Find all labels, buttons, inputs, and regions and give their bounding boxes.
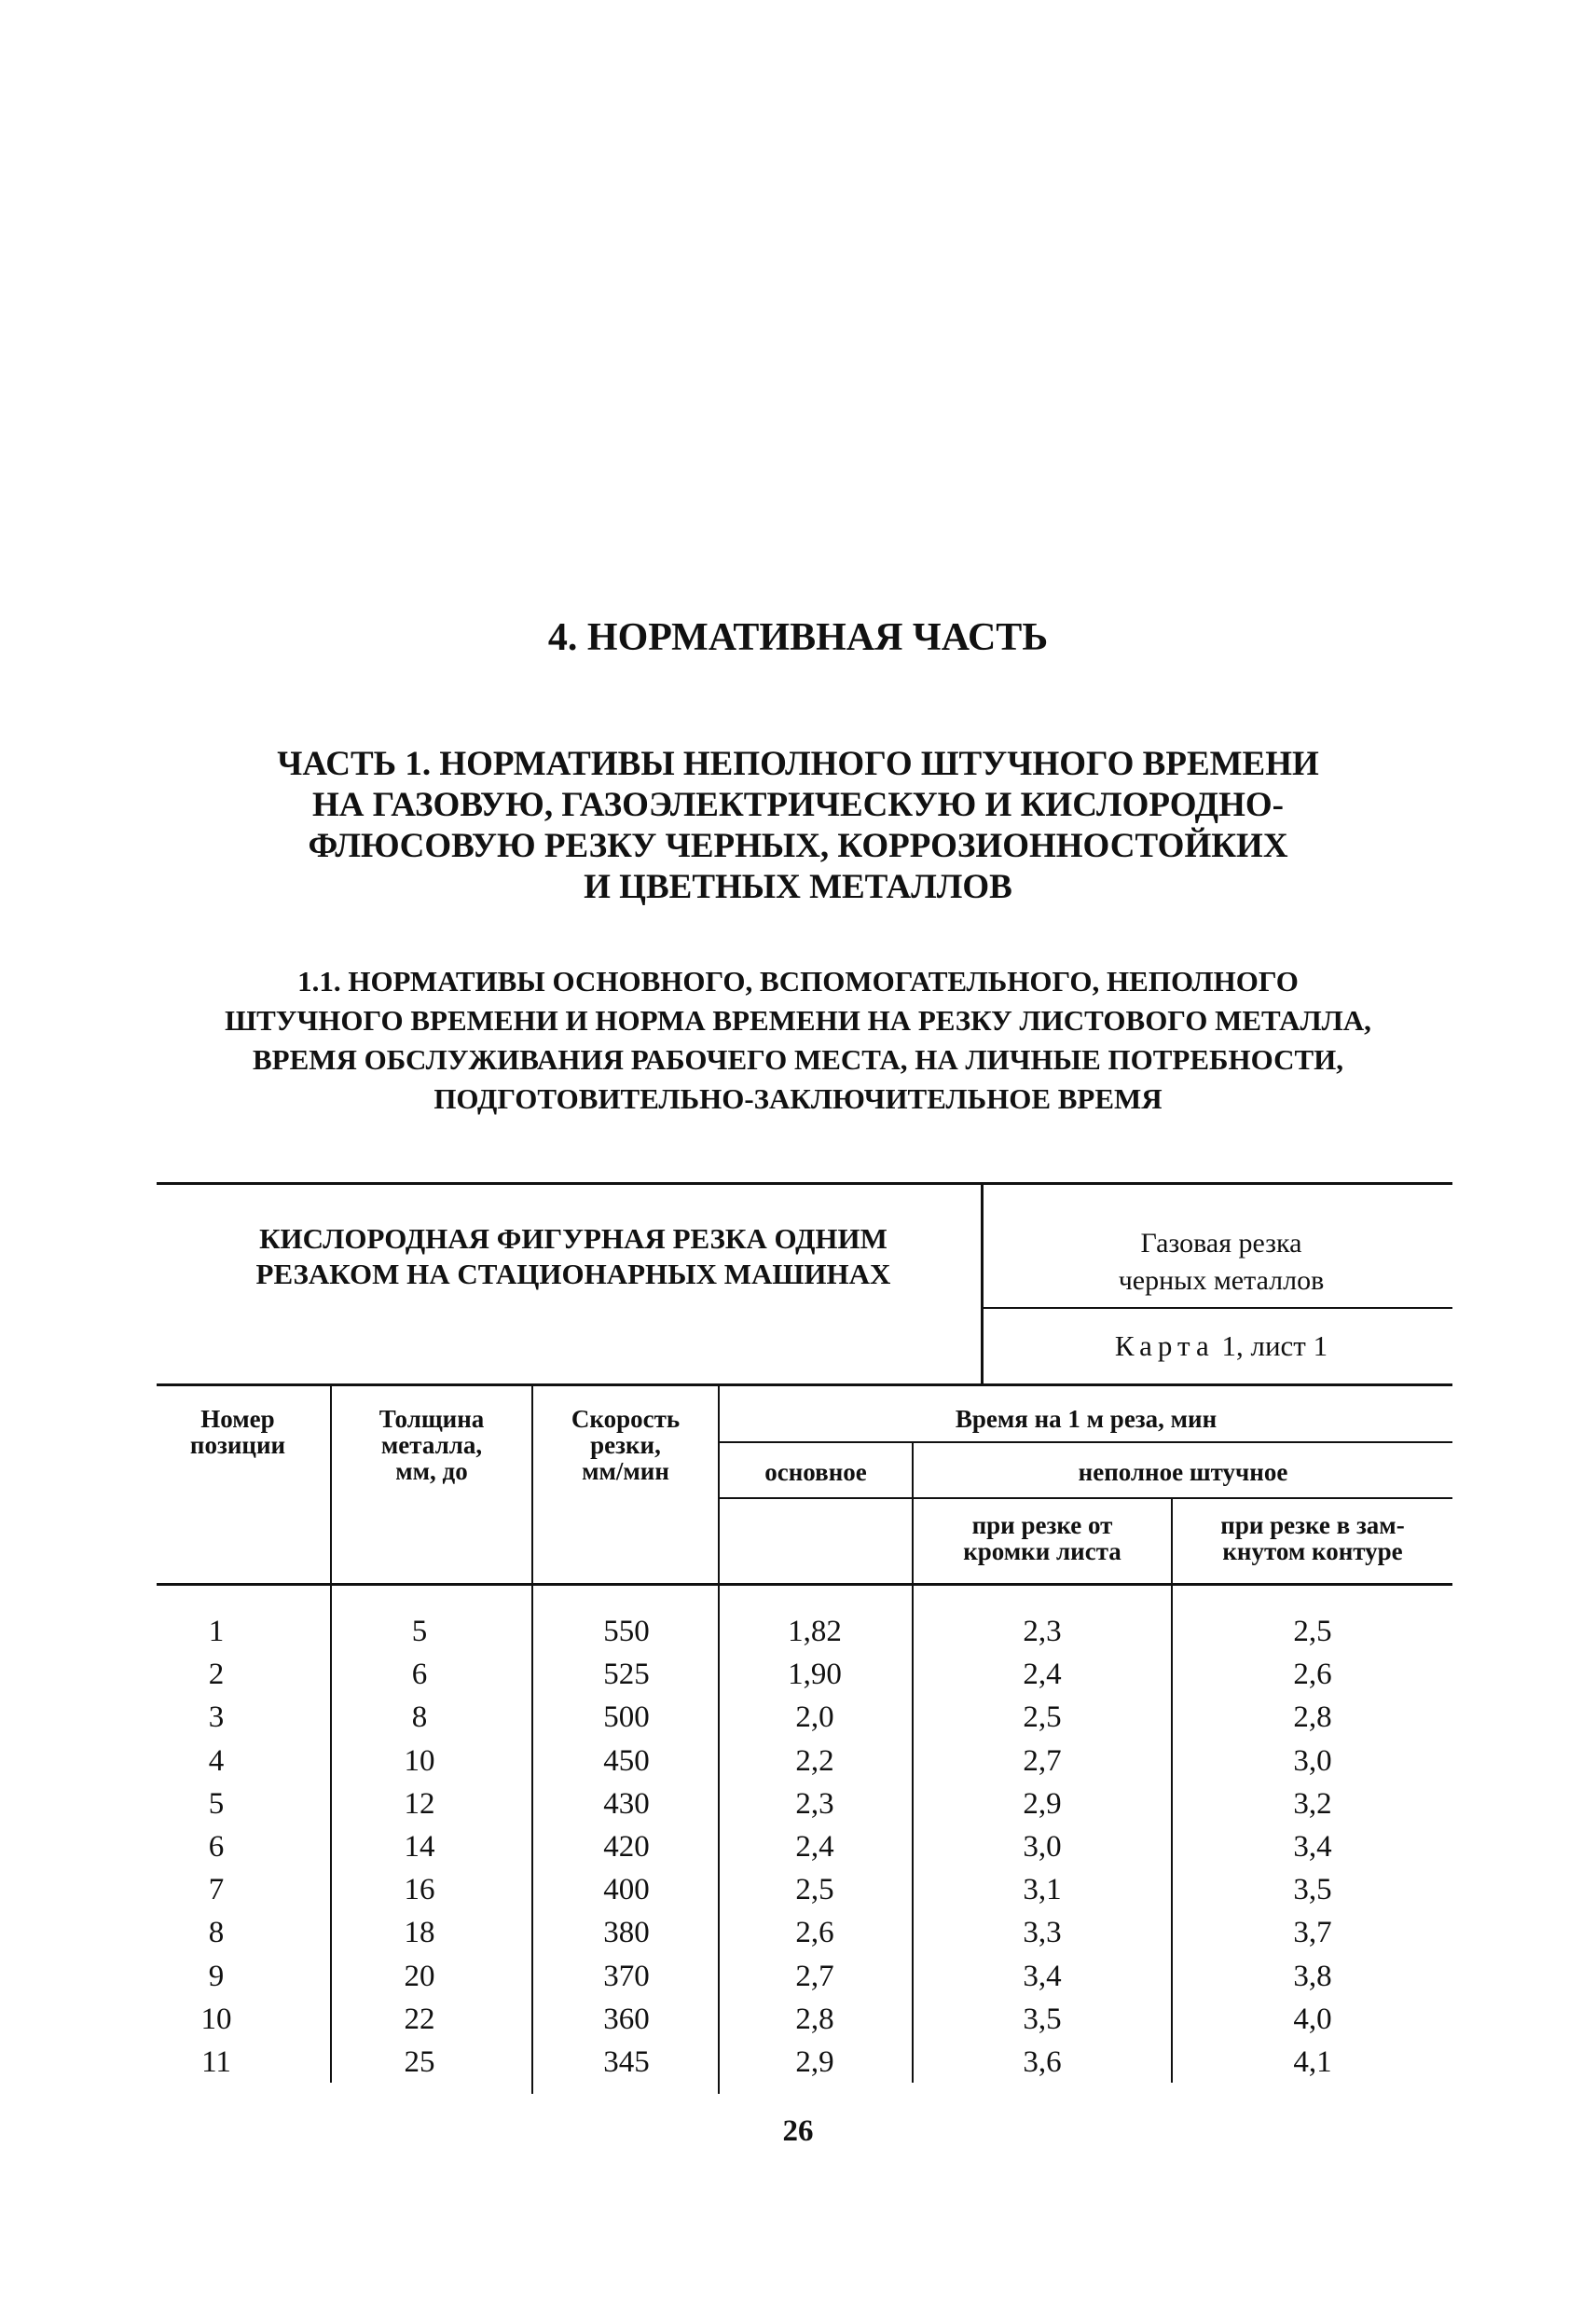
table-cell: 500	[603, 1700, 650, 1735]
table-cell: 3,4	[1023, 1959, 1062, 1993]
table-cell: 1	[208, 1615, 225, 1648]
table-cell: 2,4	[795, 1830, 834, 1864]
col-divider-5	[1171, 1499, 1173, 2083]
part-title-line: И ЦВЕТНЫХ МЕТАЛЛОВ	[584, 868, 1012, 906]
part-title	[0, 744, 1596, 908]
table-cell: 2,6	[795, 1916, 834, 1950]
header-edge	[914, 1512, 1171, 1564]
card-sheet-label	[984, 1329, 1459, 1363]
table-cell: 2,4	[1023, 1658, 1062, 1692]
header-line: Скорость	[571, 1405, 681, 1433]
table-cell: 2,0	[795, 1700, 834, 1735]
col-divider-3	[718, 1385, 720, 2094]
card-top-rule	[157, 1182, 1452, 1185]
header-basic: основное	[764, 1458, 867, 1486]
table-cell: 1,90	[788, 1658, 842, 1692]
card-type	[984, 1225, 1459, 1300]
header-line: мм, до	[395, 1457, 468, 1485]
table-cell: 430	[603, 1786, 650, 1821]
table-cell: 25	[404, 2045, 435, 2079]
card-title-line: КИСЛОРОДНАЯ ФИГУРНАЯ РЕЗКА ОДНИМ	[259, 1222, 887, 1255]
table-cell: 1,82	[788, 1615, 842, 1648]
subsection-title	[0, 962, 1596, 1119]
table-cell: 2,8	[1293, 1700, 1332, 1735]
part-title-line: ЧАСТЬ 1. НОРМАТИВЫ НЕПОЛНОГО ШТУЧНОГО ВРЕМЕНИ	[277, 745, 1319, 783]
subsection-title-line: ШТУЧНОГО ВРЕМЕНИ И НОРМА ВРЕМЕНИ НА РЕЗКУ ЛИСТОВОГО МЕТАЛЛА,	[225, 1004, 1371, 1037]
table-cell: 3,1	[1023, 1873, 1062, 1907]
table-top-rule	[157, 1383, 1452, 1386]
card-sheet-number: 1, лист 1	[1214, 1329, 1328, 1362]
col-divider-1	[330, 1385, 332, 2083]
header-rule-basic	[718, 1497, 1452, 1499]
table-cell: 16	[404, 1873, 435, 1907]
table-cell: 3	[208, 1700, 225, 1735]
header-partial-group: неполное штучное	[1078, 1458, 1288, 1486]
table-cell: 2,5	[1293, 1615, 1332, 1648]
card-word: Карта	[1114, 1329, 1215, 1362]
table-cell: 400	[603, 1873, 650, 1907]
part-title-line: НА ГАЗОВУЮ, ГАЗОЭЛЕКТРИЧЕСКУЮ И КИСЛОРОДНО-	[311, 786, 1285, 824]
header-line: металла,	[380, 1431, 483, 1459]
subsection-title-line: 1.1. НОРМАТИВЫ ОСНОВНОГО, ВСПОМОГАТЕЛЬНОГО, НЕПОЛНОГО	[297, 965, 1299, 998]
table-cell: 3,6	[1023, 2045, 1062, 2079]
header-thickness	[332, 1406, 531, 1484]
table-cell: 5	[208, 1786, 225, 1821]
header-line: Номер	[200, 1405, 275, 1433]
table-cell: 11	[201, 2045, 231, 2079]
table-cell: 3,8	[1293, 1959, 1332, 1993]
table-cell: 3,5	[1293, 1873, 1332, 1907]
part-title-line: ФЛЮСОВУЮ РЕЗКУ ЧЕРНЫХ, КОРРОЗИОННОСТОЙКИХ	[308, 827, 1288, 865]
table-cell: 12	[404, 1786, 435, 1821]
table-cell: 2,5	[1023, 1700, 1062, 1735]
header-line: при резке от	[971, 1511, 1113, 1539]
table-cell: 3,3	[1023, 1916, 1062, 1950]
table-cell: 525	[603, 1658, 650, 1692]
table-cell: 20	[404, 1959, 435, 1993]
table-cell: 8	[411, 1700, 428, 1735]
header-position	[149, 1406, 326, 1458]
card-sheet-rule	[981, 1307, 1452, 1309]
card-type-line: черных металлов	[1118, 1265, 1325, 1296]
header-closed	[1173, 1512, 1452, 1564]
table-cell: 2,2	[795, 1743, 834, 1778]
table-cell: 2,9	[795, 2045, 834, 2079]
table-cell: 7	[208, 1873, 225, 1907]
table-cell: 22	[404, 2002, 435, 2036]
card-title	[158, 1221, 988, 1292]
table-cell: 2,7	[1023, 1743, 1062, 1778]
table-cell: 2,3	[1023, 1615, 1062, 1648]
subsection-title-line: ПОДГОТОВИТЕЛЬНО-ЗАКЛЮЧИТЕЛЬНОЕ ВРЕМЯ	[433, 1082, 1163, 1115]
table-cell: 8	[208, 1916, 225, 1950]
header-line: резки,	[590, 1431, 661, 1459]
header-line: мм/мин	[582, 1457, 669, 1485]
table-cell: 360	[603, 2002, 650, 2036]
table-cell: 2,6	[1293, 1658, 1332, 1692]
table-cell: 2,8	[795, 2002, 834, 2036]
table-cell: 10	[200, 2002, 232, 2036]
table-cell: 450	[603, 1743, 650, 1778]
table-cell: 3,5	[1023, 2002, 1062, 2036]
table-cell: 3,0	[1023, 1830, 1062, 1864]
table-cell: 4	[208, 1743, 225, 1778]
table-cell: 2	[208, 1658, 225, 1692]
table-cell: 2,7	[795, 1959, 834, 1993]
header-line: кнутом контуре	[1222, 1537, 1403, 1565]
table-cell: 2,9	[1023, 1786, 1062, 1821]
header-bottom-rule	[157, 1583, 1452, 1586]
table-cell: 5	[411, 1615, 428, 1648]
table-cell: 2,3	[795, 1786, 834, 1821]
card-title-line: РЕЗАКОМ НА СТАЦИОНАРНЫХ МАШИНАХ	[255, 1258, 891, 1290]
table-cell: 420	[603, 1830, 650, 1864]
table-cell: 380	[603, 1916, 650, 1950]
header-line: при резке в зам-	[1220, 1511, 1405, 1539]
card-type-line: Газовая резка	[1140, 1228, 1302, 1259]
table-cell: 14	[404, 1830, 435, 1864]
header-line: Толщина	[378, 1405, 485, 1433]
table-cell: 4,1	[1293, 2045, 1332, 2079]
header-speed	[533, 1406, 718, 1484]
header-line: позиции	[189, 1431, 286, 1459]
table-cell: 3,0	[1293, 1743, 1332, 1778]
table-cell: 3,2	[1293, 1786, 1332, 1821]
page-number: 26	[782, 2114, 814, 2148]
section-title: 4. НОРМАТИВНАЯ ЧАСТЬ	[547, 616, 1049, 659]
table-cell: 345	[603, 2045, 650, 2079]
table-cell: 3,7	[1293, 1916, 1332, 1950]
table-cell: 6	[208, 1830, 225, 1864]
table-cell: 9	[208, 1959, 225, 1993]
table-cell: 4,0	[1293, 2002, 1332, 2036]
table-cell: 18	[404, 1916, 435, 1950]
table-cell: 10	[404, 1743, 435, 1778]
table-cell: 3,4	[1293, 1830, 1332, 1864]
table-cell: 370	[603, 1959, 650, 1993]
col-divider-2	[531, 1385, 533, 2094]
header-line: кромки листа	[963, 1537, 1121, 1565]
table-cell: 6	[411, 1658, 428, 1692]
table-cell: 2,5	[795, 1873, 834, 1907]
table-cell: 550	[603, 1615, 650, 1648]
subsection-title-line: ВРЕМЯ ОБСЛУЖИВАНИЯ РАБОЧЕГО МЕСТА, НА ЛИЧНЫЕ ПОТРЕБНОСТИ,	[252, 1043, 1344, 1076]
header-time-group: Время на 1 м реза, мин	[955, 1405, 1218, 1433]
header-rule-time	[718, 1441, 1452, 1443]
